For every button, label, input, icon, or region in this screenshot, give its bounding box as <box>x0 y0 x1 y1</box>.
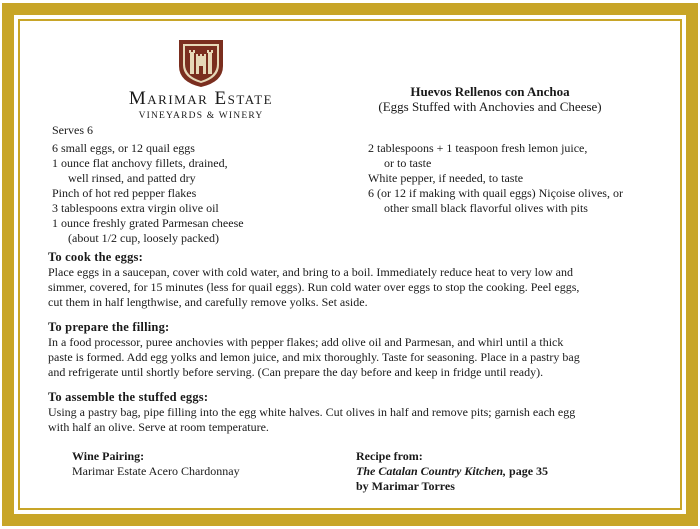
source-author: by Marimar Torres <box>356 479 455 493</box>
section-heading: To prepare the filling: <box>48 320 170 334</box>
ingredient-line: (about 1/2 cup, loosely packed) <box>68 231 219 245</box>
ingredient-line: Pinch of hot red pepper flakes <box>52 186 197 200</box>
source-label: Recipe from: <box>356 449 423 463</box>
shield-castle-icon <box>176 38 226 88</box>
recipe-title: Huevos Rellenos con Anchoa <box>410 84 570 99</box>
section-heading: To cook the eggs: <box>48 250 143 264</box>
section-line: and refrigerate until shortly before serving. (Can prepare the day before and keep in fridge until ready). <box>48 365 544 379</box>
ingredient-line: 3 tablespoons extra virgin olive oil <box>52 201 219 215</box>
ingredient-line: 1 ounce flat anchovy fillets, drained, <box>52 156 228 170</box>
ingredient-line: 1 ounce freshly grated Parmesan cheese <box>52 216 244 230</box>
ingredient-line: well rinsed, and patted dry <box>68 171 196 185</box>
brand-tagline: VINEYARDS & WINERY <box>138 111 264 121</box>
serves: Serves 6 <box>52 123 93 137</box>
wine-pairing <box>72 449 240 479</box>
ingredient-line: or to taste <box>384 156 432 170</box>
section-line: cut them in half lengthwise, and carefully remove yolks. Set aside. <box>48 295 368 309</box>
section-line: paste is formed. Add egg yolks and lemon juice, and mix thoroughly. Taste for seasoning. Place in a pastry bag <box>48 350 580 364</box>
ingredient-line: 6 (or 12 if making with quail eggs) Niçoise olives, or <box>368 186 623 200</box>
wine-pairing-label: Wine Pairing: <box>72 449 145 463</box>
ingredients-right <box>368 141 623 216</box>
section-line: In a food processor, puree anchovies with pepper flakes; add olive oil and Parmesan, and whirl until a thick <box>48 335 564 349</box>
source-book-line <box>356 464 548 479</box>
recipe-source <box>356 449 548 494</box>
section-line: simmer, covered, for 15 minutes (less for quail eggs). Run cold water over eggs to stop the cooking. Peel eggs, <box>48 280 580 294</box>
section-prepare-filling <box>48 320 658 380</box>
ingredient-line: White pepper, if needed, to taste <box>368 171 524 185</box>
recipe-subtitle: (Eggs Stuffed with Anchovies and Cheese) <box>378 99 602 114</box>
section-line: with half an olive. Serve at room temperature. <box>48 420 269 434</box>
source-page: page 35 <box>506 464 549 478</box>
section-line: Using a pastry bag, pipe filling into the egg white halves. Cut olives in half and remove pits; garnish each egg <box>48 405 576 419</box>
section-cook-eggs <box>48 250 658 310</box>
section-heading: To assemble the stuffed eggs: <box>48 390 209 404</box>
brand-name: Marimar Estate <box>128 88 274 109</box>
section-assemble <box>48 390 658 435</box>
ingredient-line: other small black flavorful olives with pits <box>384 201 588 215</box>
wine-pairing-value: Marimar Estate Acero Chardonnay <box>72 464 240 478</box>
ingredient-line: 6 small eggs, or 12 quail eggs <box>52 141 195 155</box>
ingredients-left <box>52 141 244 246</box>
ingredient-line: 2 tablespoons + 1 teaspoon fresh lemon juice, <box>368 141 588 155</box>
source-book: The Catalan Country Kitchen, <box>356 464 507 478</box>
section-line: Place eggs in a saucepan, cover with cold water, and bring to a boil. Immediately reduce heat to very low and <box>48 265 573 279</box>
